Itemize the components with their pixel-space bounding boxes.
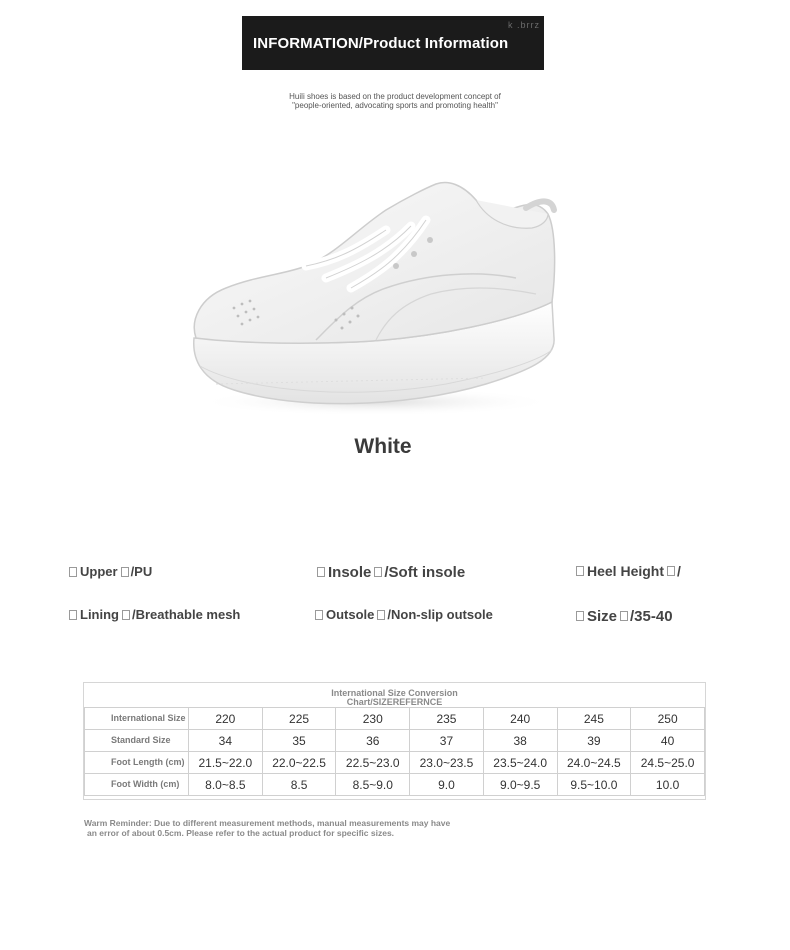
spec-upper <box>69 564 152 579</box>
table-cell: 10.0 <box>631 774 705 796</box>
table-cell: 8.5~9.0 <box>336 774 410 796</box>
table-cell: 250 <box>631 708 705 730</box>
table-cell: 24.5~25.0 <box>631 752 705 774</box>
placeholder-square-icon <box>317 567 325 577</box>
table-cell: 235 <box>410 708 484 730</box>
placeholder-square-icon <box>576 611 584 621</box>
table-cell: 245 <box>557 708 631 730</box>
row-header: Standard Size <box>85 730 189 752</box>
spec-outsole <box>315 607 493 622</box>
spec-lining-value: /Breathable mesh <box>132 607 241 622</box>
table-cell: 40 <box>631 730 705 752</box>
spec-lining-label: Lining <box>80 607 119 622</box>
spec-size <box>576 608 673 625</box>
spec-insole-value: /Soft insole <box>384 564 466 581</box>
row-header: Foot Width (cm) <box>85 774 189 796</box>
warm-reminder <box>84 818 564 838</box>
placeholder-square-icon <box>377 610 385 620</box>
row-header: International Size <box>85 708 189 730</box>
placeholder-square-icon <box>69 567 77 577</box>
table-cell: 23.0~23.5 <box>410 752 484 774</box>
brand-tagline <box>0 92 790 110</box>
placeholder-square-icon <box>122 610 130 620</box>
table-cell: 37 <box>410 730 484 752</box>
spec-lining <box>69 607 240 622</box>
table-cell: 35 <box>262 730 336 752</box>
placeholder-square-icon <box>576 566 584 576</box>
placeholder-square-icon <box>121 567 129 577</box>
table-row <box>85 708 705 730</box>
spec-size-value: /35-40 <box>630 608 673 625</box>
placeholder-square-icon <box>315 610 323 620</box>
table-cell: 38 <box>483 730 557 752</box>
table-cell: 220 <box>189 708 263 730</box>
table-cell: 225 <box>262 708 336 730</box>
placeholder-square-icon <box>374 567 382 577</box>
table-cell: 8.5 <box>262 774 336 796</box>
warm-reminder-line-2: an error of about 0.5cm. Please refer to the actual product for specific sizes. <box>87 828 395 838</box>
table-cell: 22.0~22.5 <box>262 752 336 774</box>
table-row <box>85 752 705 774</box>
table-cell: 9.0~9.5 <box>483 774 557 796</box>
warm-reminder-line-1: Warm Reminder: Due to different measurement methods, manual measurements may have <box>84 818 451 828</box>
spec-upper-value: /PU <box>130 564 153 579</box>
placeholder-square-icon <box>620 611 628 621</box>
size-table <box>84 707 705 796</box>
table-cell: 8.0~8.5 <box>189 774 263 796</box>
spec-upper-label: Upper <box>80 564 118 579</box>
spec-heel-height <box>576 563 681 579</box>
table-cell: 22.5~23.0 <box>336 752 410 774</box>
tagline-line-2: "people-oriented, advocating sports and promoting health" <box>292 101 498 110</box>
table-cell: 9.0 <box>410 774 484 796</box>
size-chart-title-line-1: International Size Conversion <box>331 688 458 698</box>
placeholder-square-icon <box>69 610 77 620</box>
table-row <box>85 730 705 752</box>
spec-heel-height-label: Heel Height <box>587 563 665 579</box>
white-sneaker-image <box>186 170 566 430</box>
table-cell: 39 <box>557 730 631 752</box>
table-cell: 36 <box>336 730 410 752</box>
banner-watermark: k .brrz <box>507 20 540 30</box>
table-cell: 240 <box>483 708 557 730</box>
header-banner <box>242 16 544 70</box>
table-cell: 34 <box>189 730 263 752</box>
table-row <box>85 774 705 796</box>
size-chart-title <box>84 689 705 707</box>
product-color-name: White <box>354 435 412 458</box>
row-header: Foot Length (cm) <box>85 752 189 774</box>
table-cell: 21.5~22.0 <box>189 752 263 774</box>
spec-insole <box>317 564 465 581</box>
banner-title: INFORMATION/Product Information <box>253 34 509 52</box>
spec-heel-height-value: / <box>677 563 681 579</box>
spec-insole-label: Insole <box>328 564 372 581</box>
size-conversion-chart <box>83 682 706 800</box>
table-cell: 24.0~24.5 <box>557 752 631 774</box>
spec-outsole-label: Outsole <box>326 607 375 622</box>
placeholder-square-icon <box>667 566 675 576</box>
spec-outsole-value: /Non-slip outsole <box>387 607 493 622</box>
spec-size-label: Size <box>587 608 618 625</box>
table-cell: 23.5~24.0 <box>483 752 557 774</box>
tagline-line-1: Huili shoes is based on the product development concept of <box>289 92 501 101</box>
table-cell: 230 <box>336 708 410 730</box>
size-chart-title-line-2: Chart/SIZEREFERNCE <box>346 697 443 707</box>
table-cell: 9.5~10.0 <box>557 774 631 796</box>
